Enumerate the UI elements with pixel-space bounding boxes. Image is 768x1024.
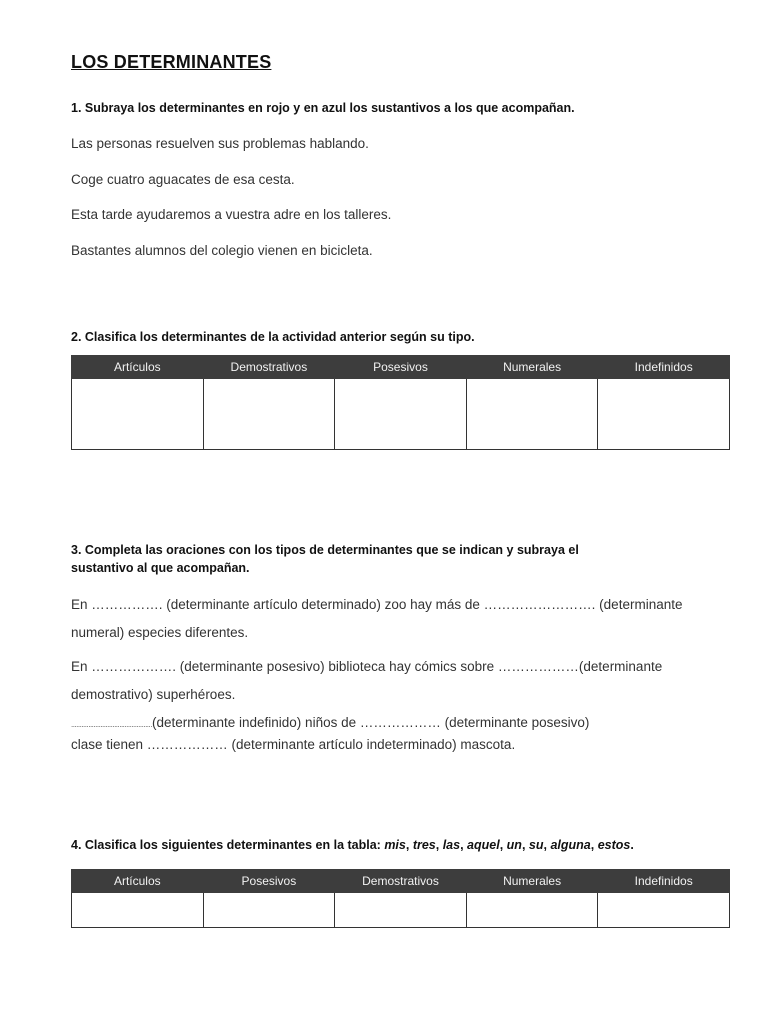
answer-cell[interactable]: [72, 379, 204, 450]
blank-dots: ...............................................: [71, 720, 152, 729]
column-header: Numerales: [466, 356, 598, 379]
word: alguna: [550, 838, 591, 852]
separator: ,: [499, 838, 507, 852]
exercise-1-sentence-1: Las personas resuelven sus problemas hablando.: [71, 136, 369, 151]
answer-cell[interactable]: [598, 893, 730, 928]
exercise-4-table: [71, 869, 730, 928]
exercise-2-heading: 2. Clasifica los determinantes de la actividad anterior según su tipo.: [71, 330, 475, 344]
separator: ,: [521, 838, 529, 852]
column-header: Numerales: [466, 870, 598, 893]
page-title: LOS DETERMINANTES: [71, 52, 272, 72]
word: tres: [412, 838, 436, 852]
answer-cell[interactable]: [466, 379, 598, 450]
column-header: Demostrativos: [335, 870, 467, 893]
sentence-line: En ………………. (determinante posesivo) biblioteca hay cómics sobre ………………(determinante: [71, 659, 663, 674]
answer-cell[interactable]: [598, 379, 730, 450]
word: las: [442, 838, 461, 852]
exercise-2-table: [71, 355, 730, 450]
separator: ,: [543, 838, 551, 852]
exercise-3-sentence-2: [71, 653, 731, 709]
exercise-4-heading-prefix: 4. Clasifica los siguientes determinantes en la tabla:: [71, 838, 385, 852]
exercise-3-sentence-1: [71, 591, 731, 647]
word: un: [506, 838, 522, 852]
exercise-4-heading: [71, 838, 634, 852]
separator: ,: [405, 838, 413, 852]
column-header: Artículos: [72, 870, 204, 893]
column-header: Posesivos: [203, 870, 335, 893]
sentence-line: En ……………. (determinante artículo determinado) zoo hay más de ……………………. (determinante: [71, 597, 683, 612]
sentence-line: clase tienen ……………… (determinante artículo indeterminado) mascota.: [71, 737, 516, 752]
exercise-3-heading-line-1: 3. Completa las oraciones con los tipos de determinantes que se indican y subraya el: [71, 543, 579, 557]
period: .: [630, 838, 634, 852]
answer-cell[interactable]: [335, 379, 467, 450]
separator: ,: [460, 838, 468, 852]
word: estos: [597, 838, 631, 852]
answer-cell[interactable]: [335, 893, 467, 928]
sentence-line: numeral) especies diferentes.: [71, 625, 249, 640]
sentence-line: demostrativo) superhéroes.: [71, 687, 236, 702]
sentence-line: (determinante indefinido) niños de ……………… (determinante posesivo): [151, 715, 590, 730]
column-header: Indefinidos: [598, 356, 730, 379]
exercise-1-heading: 1. Subraya los determinantes en rojo y en azul los sustantivos a los que acompañan.: [71, 101, 575, 115]
answer-cell[interactable]: [203, 379, 335, 450]
answer-cell[interactable]: [72, 893, 204, 928]
word: su: [528, 838, 544, 852]
word: aquel: [467, 838, 500, 852]
exercise-3-heading-line-2: sustantivo al que acompañan.: [71, 561, 250, 575]
column-header: Indefinidos: [598, 870, 730, 893]
column-header: Demostrativos: [203, 356, 335, 379]
word: mis: [384, 838, 406, 852]
exercise-1-sentence-3: Esta tarde ayudaremos a vuestra adre en los talleres.: [71, 207, 392, 222]
column-header: Artículos: [72, 356, 204, 379]
answer-cell[interactable]: [203, 893, 335, 928]
column-header: Posesivos: [335, 356, 467, 379]
exercise-1-sentence-2: Coge cuatro aguacates de esa cesta.: [71, 172, 295, 187]
separator: ,: [435, 838, 443, 852]
answer-cell[interactable]: [466, 893, 598, 928]
exercise-1-sentence-4: Bastantes alumnos del colegio vienen en bicicleta.: [71, 243, 373, 258]
separator: ,: [590, 838, 598, 852]
exercise-3-sentence-3: [71, 713, 731, 755]
